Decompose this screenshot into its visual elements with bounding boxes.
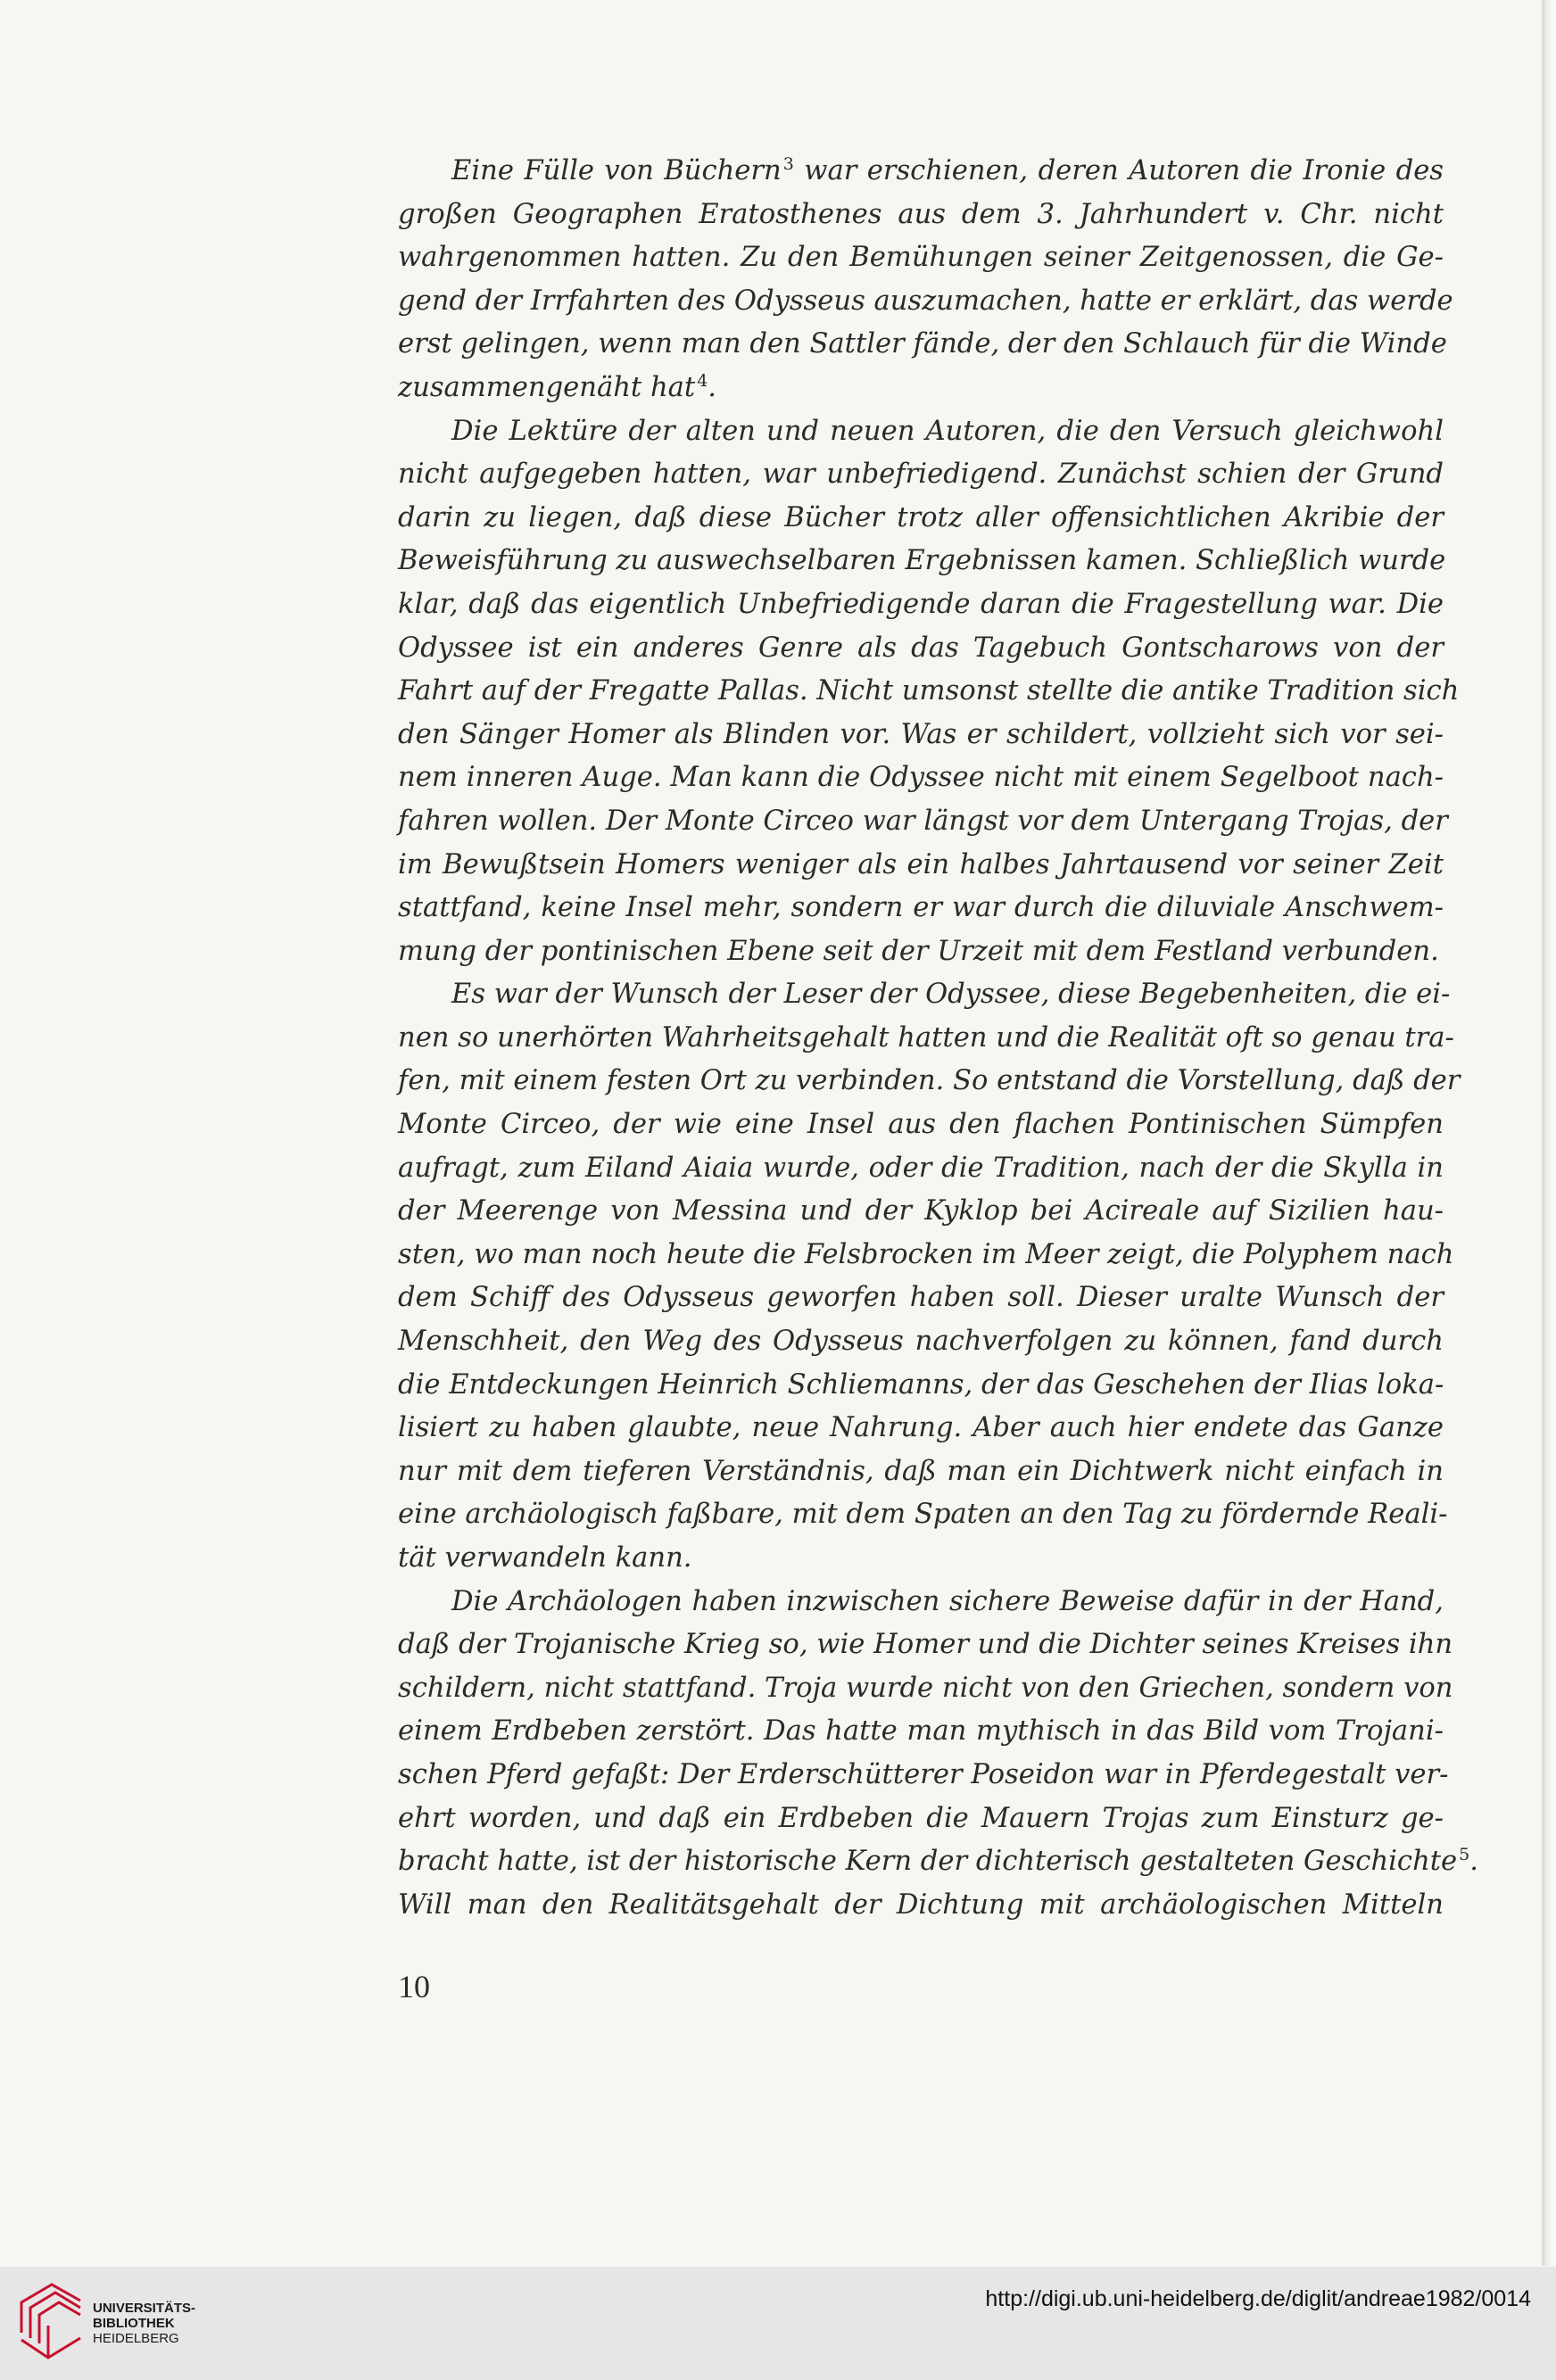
text-line: nen so unerhörten Wahrheitsgehalt hatten und die Realität oft so genau tra-	[398, 1021, 1454, 1054]
text-line: wahrgenommen hatten. Zu den Bemühungen seiner Zeitgenossen, die Ge-	[398, 242, 1444, 274]
permalink-url[interactable]: http://digi.ub.uni-heidelberg.de/diglit/andreae1982/0014	[985, 2286, 1531, 2311]
text-line: fahren wollen. Der Monte Circeo war längst vor dem Untergang Trojas, der	[398, 805, 1448, 837]
text-line: einem Erdbeben zerstört. Das hatte man mythisch in das Bild vom Trojani-	[398, 1715, 1444, 1748]
library-name-line: UNIVERSITÄTS-	[93, 2301, 196, 2316]
text-line: aufragt, zum Eiland Aiaia wurde, oder die Tradition, nach der die Skylla in	[398, 1152, 1444, 1184]
text-line: Die Archäologen haben inzwischen sichere Beweise dafür in der Hand,	[451, 1585, 1444, 1617]
text-line: sten, wo man noch heute die Felsbrocken im Meer zeigt, die Polyphem nach	[398, 1238, 1454, 1270]
library-name	[93, 2301, 195, 2346]
text-line: gend der Irrfahrten des Odysseus auszumachen, hatte er erklärt, das werde	[398, 285, 1453, 317]
body-text	[398, 150, 1478, 1927]
text-line: stattfand, keine Insel mehr, sondern er war durch die diluviale Anschwem-	[398, 892, 1444, 924]
text-line: erst gelingen, wenn man den Sattler fände, der den Schlauch für die Winde	[398, 328, 1447, 360]
text-line: den Sänger Homer als Blinden vor. Was er schildert, vollzieht sich vor sei-	[398, 718, 1444, 750]
scan-edge-shadow	[1542, 0, 1556, 2266]
text-line: Eine Fülle von Büchern $^3$ war erschienen, deren Autoren die Ironie des	[451, 154, 1444, 186]
text-line: ehrt worden, und daß ein Erdbeben die Mauern Trojas zum Einsturz ge-	[398, 1802, 1444, 1834]
text-line: daß der Trojanische Krieg so, wie Homer und die Dichter seines Kreises ihn	[398, 1629, 1453, 1661]
footnote-marker: 4	[697, 370, 708, 391]
text-line: Odyssee ist ein anderes Genre als das Tagebuch Gontscharows von der	[398, 632, 1444, 664]
library-name-line: BIBLIOTHEK	[93, 2316, 175, 2331]
text-line: dem Schiff des Odysseus geworfen haben soll. Dieser uralte Wunsch der	[398, 1282, 1444, 1314]
text-line: Monte Circeo, der wie eine Insel aus den flachen Pontinischen Sümpfen	[398, 1109, 1444, 1141]
text-line: eine archäologisch faßbare, mit dem Spaten an den Tag zu fördernde Reali-	[398, 1499, 1448, 1531]
text-line: schen Pferd gefaßt: Der Erderschütterer Poseidon war in Pferdegestalt ver-	[398, 1758, 1449, 1790]
text-line: zusammengenäht hat $^4$.	[398, 370, 717, 403]
page-number: 10	[398, 1969, 430, 2004]
text-line: fen, mit einem festen Ort zu verbinden. So entstand die Vorstellung, daß der	[398, 1065, 1461, 1097]
text-line: im Bewußtsein Homers weniger als ein halbes Jahrtausend vor seiner Zeit	[398, 848, 1444, 880]
text-line: nicht aufgegeben hatten, war unbefriedigend. Zunächst schien der Grund	[398, 459, 1444, 491]
text-line: nur mit dem tieferen Verständnis, daß man ein Dichtwerk nicht einfach in	[398, 1455, 1444, 1487]
text-line: Beweisführung zu auswechselbaren Ergebnissen kamen. Schließlich wurde	[398, 545, 1446, 577]
library-name-line: HEIDELBERG	[93, 2331, 179, 2346]
text-line: großen Geographen Eratosthenes aus dem 3. Jahrhundert v. Chr. nicht	[398, 198, 1444, 230]
text-line: mung der pontinischen Ebene seit der Urzeit mit dem Festland verbunden.	[398, 935, 1439, 967]
text-line: der Meerenge von Messina und der Kyklop bei Acireale auf Sizilien hau-	[398, 1195, 1444, 1227]
text-line: nem inneren Auge. Man kann die Odyssee nicht mit einem Segelboot nach-	[398, 762, 1444, 794]
text-line: Fahrt auf der Fregatte Pallas. Nicht umsonst stellte die antike Tradition sich	[398, 675, 1460, 707]
footnote-marker: 3	[782, 154, 794, 174]
text-line: die Entdeckungen Heinrich Schliemanns, der das Geschehen der Ilias loka-	[398, 1368, 1444, 1401]
ub-heidelberg-logo-icon	[16, 2281, 86, 2367]
footnote-marker: 5	[1459, 1845, 1470, 1865]
text-line: tät verwandeln kann.	[398, 1542, 692, 1574]
text-line: Menschheit, den Weg des Odysseus nachverfolgen zu können, fand durch	[398, 1326, 1444, 1358]
text-line: lisiert zu haben glaubte, neue Nahrung. Aber auch hier endete das Ganze	[398, 1412, 1444, 1444]
text-line: klar, daß das eigentlich Unbefriedigende daran die Fragestellung war. Die	[398, 588, 1444, 620]
text-line: schildern, nicht stattfand. Troja wurde nicht von den Griechen, sondern von	[398, 1672, 1453, 1704]
text-line: darin zu liegen, daß diese Bücher trotz aller offensichtlichen Akribie der	[398, 501, 1444, 533]
text-line: Die Lektüre der alten und neuen Autoren, die den Versuch gleichwohl	[451, 415, 1444, 447]
library-footer	[0, 2267, 1556, 2380]
text-line: bracht hatte, ist der historische Kern der dichterisch gestalteten Geschichte $^5$.	[398, 1845, 1478, 1878]
text-line: Will man den Realitätsgehalt der Dichtung mit archäologischen Mitteln	[398, 1888, 1444, 1921]
text-line: Es war der Wunsch der Leser der Odyssee, diese Begebenheiten, die ei-	[451, 979, 1451, 1011]
